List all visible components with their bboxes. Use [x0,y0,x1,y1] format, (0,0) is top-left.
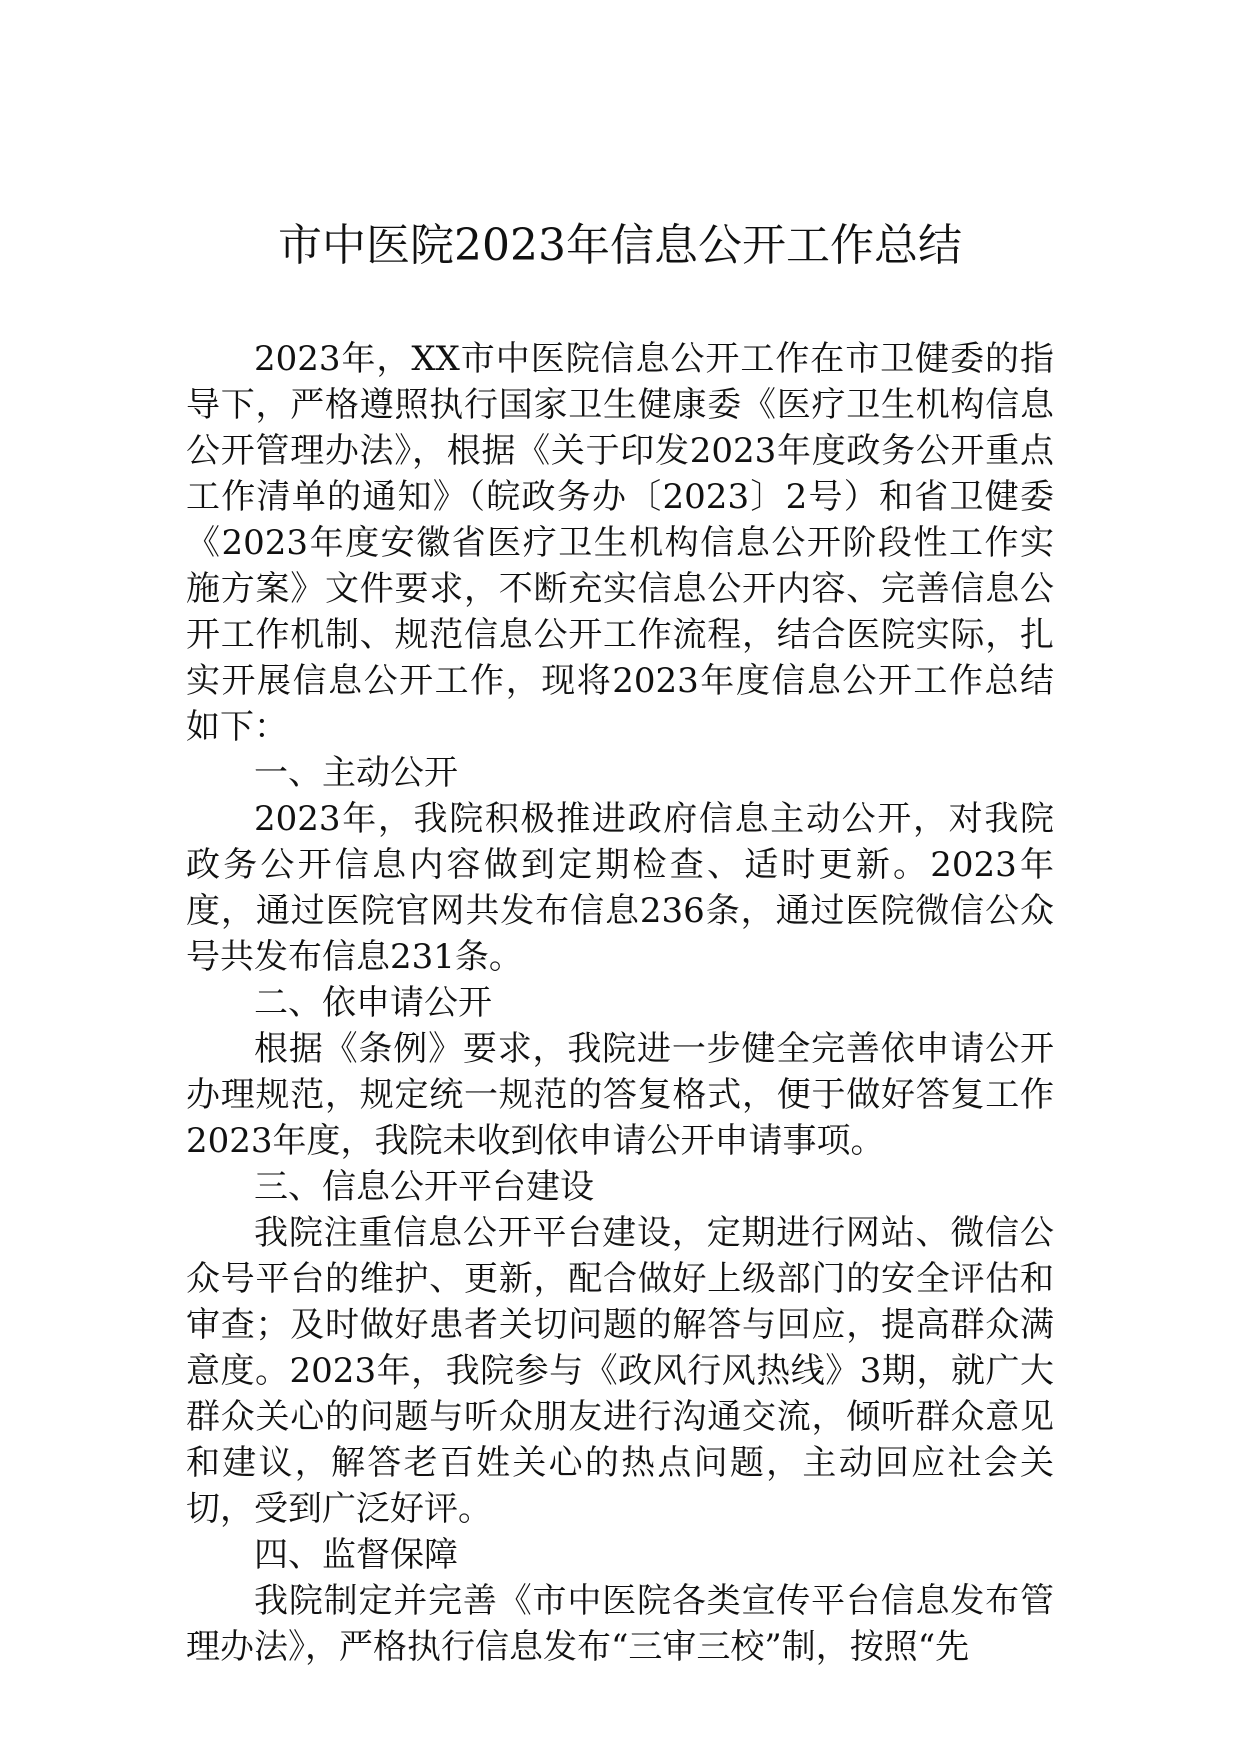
section-heading-platform-construction: 三、信息公开平台建设 [254,1167,594,1207]
section-text-active-disclosure: 2023年，我院积极推进政府信息主动公开，对我院政务公开信息内容做到定期检查、适时更新。2023年度，通过医院官网共发布信息236条，通过医院微信公众号共发布信息231条。 [186,799,1054,977]
intro-paragraph: 2023年，XX市中医院信息公开工作在市卫健委的指导下，严格遵照执行国家卫生健康委《医疗卫生机构信息公开管理办法》，根据《关于印发2023年度政务公开重点工作清单的通知》（皖政务办〔2023〕2号）和省卫健委《2023年度安徽省医疗卫生机构信息公开阶段性工作实施方案》文件要求，不断充实信息公开内容、完善信息公开工作机制、规范信息公开工作流程，结合医院实际，扎实开展信息公开工作，现将2023年度信息公开工作总结如下： [186,339,1054,747]
section-text-supervision: 我院制定并完善《市中医院各类宣传平台信息发布管理办法》，严格执行信息发布“三审三校”制，按照“先 [186,1581,1054,1667]
section-text-application-disclosure: 根据《条例》要求，我院进一步健全完善依申请公开办理规范，规定统一规范的答复格式，便于做好答复工作2023年度，我院未收到依申请公开申请事项。 [186,1029,1054,1161]
document-body [186,336,1054,1670]
section-text-platform-construction: 我院注重信息公开平台建设，定期进行网站、微信公众号平台的维护、更新，配合做好上级部门的安全评估和审查；及时做好患者关切问题的解答与回应，提高群众满意度。2023年，我院参与《政风行风热线》3期，就广大群众关心的问题与听众朋友进行沟通交流，倾听群众意见和建议，解答老百姓关心的热点问题，主动回应社会关切，受到广泛好评。 [186,1213,1054,1529]
section-heading-application-disclosure: 二、依申请公开 [254,983,492,1023]
document-title: 市中医院2023年信息公开工作总结 [278,220,962,271]
section-heading-supervision: 四、监督保障 [254,1535,458,1575]
section-heading-active-disclosure: 一、主动公开 [254,753,458,793]
